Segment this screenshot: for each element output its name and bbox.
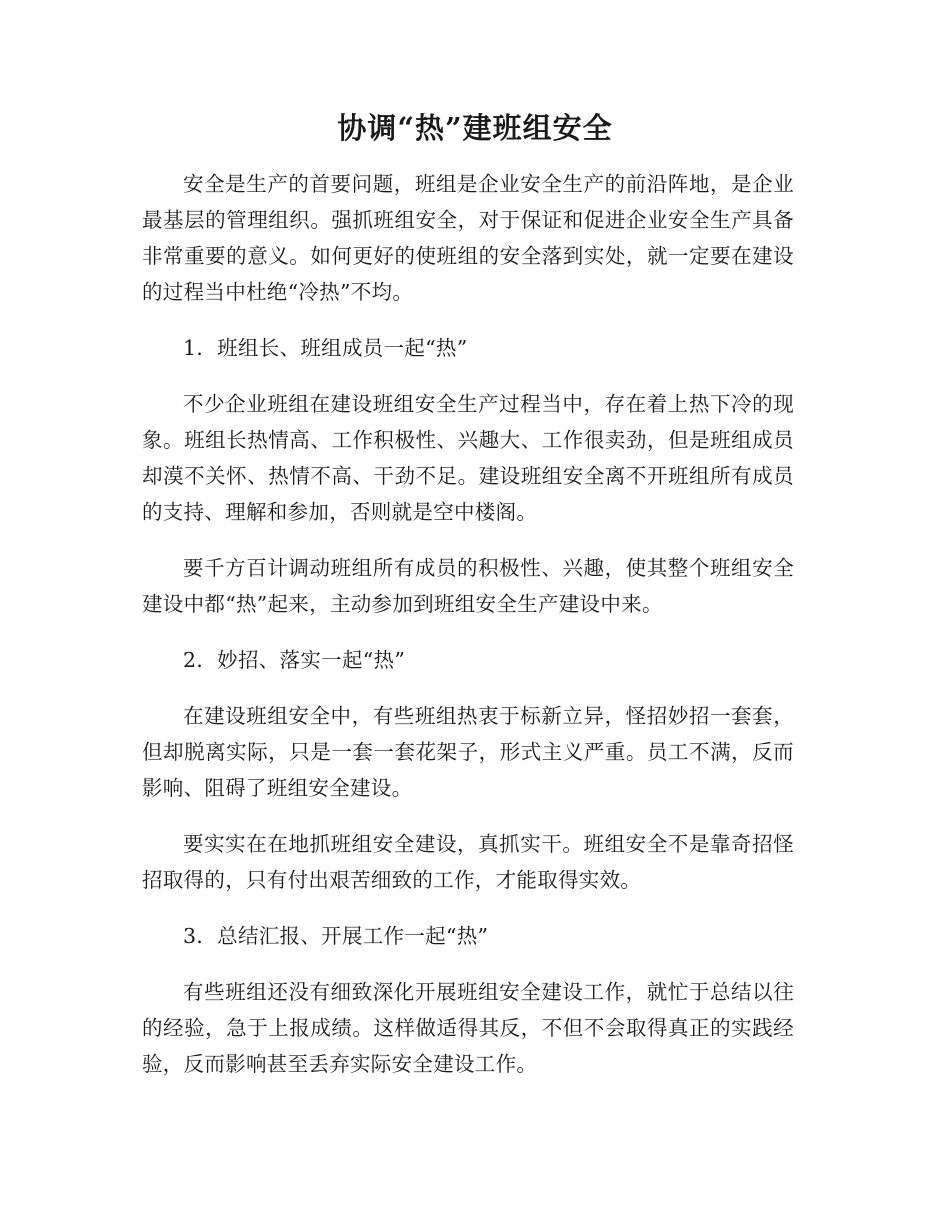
paragraph: 有些班组还没有细致深化开展班组安全建设工作，就忙于总结以往的经验，急于上报成绩。这样做适得其反，不但不会取得真正的实践经验，反而影响甚至丢弃实际安全建设工作。 bbox=[142, 980, 794, 1076]
paragraph: 不少企业班组在建设班组安全生产过程当中，存在着上热下冷的现象。班组长热情高、工作积极性、兴趣大、工作很卖劲，但是班组成员却漠不关怀、热情不高、干劲不足。建设班组安全离不开班组所有成员的支持、理解和参加，否则就是空中楼阁。 bbox=[142, 392, 794, 524]
section-heading-3: 3．总结汇报、开展工作一起“热” bbox=[183, 924, 489, 948]
section-heading-1: 1．班组长、班组成员一起“热” bbox=[183, 336, 468, 360]
paragraph: 要实实在在地抓班组安全建设，真抓实干。班组安全不是靠奇招怪招取得的，只有付出艰苦细致的工作，才能取得实效。 bbox=[142, 832, 794, 892]
paragraph-intro: 安全是生产的首要问题，班组是企业安全生产的前沿阵地，是企业最基层的管理组织。强抓班组安全，对于保证和促进企业安全生产具备非常重要的意义。如何更好的使班组的安全落到实处，就一定要在建设的过程当中杜绝“冷热”不均。 bbox=[142, 172, 794, 304]
section-heading-2: 2．妙招、落实一起“热” bbox=[183, 648, 406, 672]
paragraph: 要千方百计调动班组所有成员的积极性、兴趣，使其整个班组安全建设中都“热”起来，主动参加到班组安全生产建设中来。 bbox=[142, 556, 794, 616]
document-title: 协调“热”建班组安全 bbox=[337, 111, 613, 145]
document-body bbox=[142, 166, 794, 1102]
paragraph: 在建设班组安全中，有些班组热衷于标新立异，怪招妙招一套套，但却脱离实际，只是一套一套花架子，形式主义严重。员工不满，反而影响、阻碍了班组安全建设。 bbox=[142, 704, 794, 800]
